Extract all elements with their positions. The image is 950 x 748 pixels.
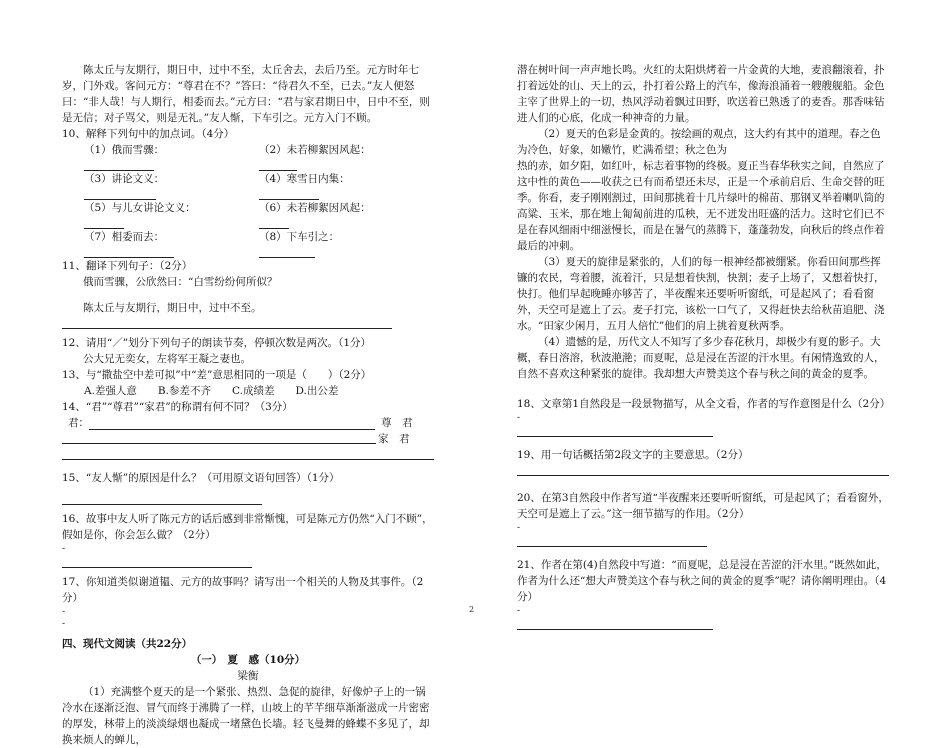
answer-line[interactable] [62, 316, 392, 329]
paragraph-4: （4）遗憾的是，历代文人不知写了多少春花秋月，却极少有夏的影子。大概，春日溶溶，秋波滟滟；而夏呢，总是浸在苦涩的汗水里。有闲情逸致的人，自然不喜欢这种紧张的旋律。我却想大声赞美这个春与秋之间的黄金的夏季。 [517, 336, 885, 380]
paragraph-2: （2）夏天的色彩是金黄的。按绘画的观点，这大约有其中的道理。春之色为冷色，好象，如嫩竹，贮满希望；秋之色为 [517, 128, 881, 156]
answer-line[interactable] [89, 417, 375, 430]
q10-items: （1）俄而雪骤： （2）未若柳絮因风起： （3）讲论文义： （4）寒雪日内集： （5）与儿女讲论文义： （6）未若柳絮因风起： （7）相委而去： （8）下车引之： [62, 142, 434, 258]
question-15: 15、“友人惭”的原因是什么？（可用原文语句回答）（1分） [62, 472, 340, 484]
answer-dash: - [517, 606, 521, 616]
question-17: 17、你知道类似谢道韫、元方的故事吗？请写出一个相关的人物及其事件。（2分） [62, 576, 424, 604]
answer-line[interactable] [62, 492, 262, 505]
answer-line[interactable] [62, 431, 376, 444]
answer-line[interactable] [62, 447, 434, 460]
question-20: 20、在第3自然段中作者写道“半夜醒来还要听听窗纸，可是起风了；看看窗外，天空可是遮上了云。”这一细节描写的作用。（2分） [517, 492, 889, 520]
paragraph-1-continued: 潜在树叶间一声声地长鸣。火红的太阳烘烤着一片金黄的大地，麦浪翻滚着，扑打着远处的山、天上的云，扑打着公路上的汽车，像海浪涌着一艘艘舰船。金色主宰了世界上的一切，热风浮动着飘过田野，吹送着已熟透了的麦香。那香味钻进人们的心底，化成一种神奇的力量。 [517, 64, 885, 124]
answer-blank[interactable] [84, 187, 156, 200]
question-10: 10、解释下列句中的加点词。（4分） [62, 128, 235, 140]
answer-line[interactable] [517, 424, 713, 437]
paragraph-3: （3）夏天的旋律是紧张的，人们的每一根神经都被绷紧。你看田间那些挥镰的农民，弯着腰，流着汗，只是想着快割，快割；麦子上场了，又想着快打，快打。他们早起晚睡亦够苦了，半夜醒来还要听听窗纸，可是起风了；看看窗外，天空可是遮上了云。麦子打完，该松一口气了，又得赶快去给秋苗追肥、浇水。“田家少闲月，五月人倍忙”他们的肩上挑着夏秋两季。 [517, 256, 885, 332]
answer-dash: - [62, 607, 66, 617]
page-number: 2 [469, 605, 475, 614]
paragraph-1: （1）充满整个夏天的是一个紧张、热烈、急促的旋律，好像炉子上的一锅冷水在逐渐泛泡、冒气而终于沸腾了一样，山坡上的芊芊细草渐渐滋成一片密密的厚发，林带上的淡淡绿烟也凝成一堵黛色长墙。轻飞曼舞的蜂蝶不多见了，却换来烦人的蝉儿， [62, 686, 430, 746]
answer-dash: - [517, 413, 521, 423]
classical-passage: 陈太丘与友期行，期日中，过中不至，太丘舍去，去后乃至。元方时年七岁，门外戏。客问元方：“尊君在不？”答曰：“待君久不至，已去。”友人便怒曰：“非人哉！与人期行，相委而去。”元方曰：“君与家君期日中，日中不至，则是无信；对子骂父，则是无礼。”友人惭，下车引之。元方入门不顾。 [62, 64, 430, 124]
question-19: 19、用一句话概括第2段文字的主要意思。（2分） [517, 449, 749, 461]
question-21: 21、作者在第(4)自然段中写道：“而夏呢，总是浸在苦涩的汗水里。”既然如此，作者为什么还“想大声赞美这个春与秋之间的黄金的夏季”呢？请你阐明理由。（4分） [517, 559, 887, 603]
answer-line[interactable] [517, 534, 707, 547]
q13-options: A.差强人意 B.参差不齐 C.成绩差 D.出公差 [84, 385, 339, 397]
answer-blank[interactable] [259, 158, 297, 171]
answer-dash: - [62, 619, 66, 629]
answer-line[interactable] [62, 555, 252, 568]
answer-line[interactable] [517, 463, 889, 476]
answer-blank[interactable] [84, 158, 154, 171]
q14-answer-row: 君： 尊 君 [68, 417, 413, 429]
left-column [62, 62, 434, 748]
answer-blank[interactable] [259, 216, 289, 229]
answer-blank[interactable] [84, 245, 174, 258]
answer-dash: - [62, 544, 66, 554]
q11-sentence-a: 俄而雪骤，公欣然曰：“白雪纷纷何所似？ [83, 276, 278, 288]
answer-blank[interactable] [84, 216, 124, 229]
q11-sentence-b: 陈太丘与友期行，期日中，过中不至。 [83, 302, 262, 314]
answer-blank[interactable] [259, 187, 319, 200]
right-column [517, 62, 889, 630]
question-11: 11、翻译下列句子：（2分） [62, 260, 193, 272]
answer-blank[interactable] [259, 245, 315, 258]
reading-title: （一） 夏 感（10分） [190, 654, 306, 666]
reading-author: 梁衡 [237, 670, 259, 682]
paragraph-2-continued: 热的赤，如夕阳，如红叶，标志着事物的终极。夏正当春华秋实之间，自然应了这中性的黄色——收获之已有而希望还未尽，正是一个承前启后、生命交替的旺季。你看，麦子刚刚割过，田间那挑着十几片绿叶的棉苗、那钢叉举着喇叭筒的高粱、玉米，那在地上匍匐前进的瓜秧，无不迸发出旺盛的活力。这时它们已不是在春风细雨中细滋慢长，而是在暑气的蒸腾下，蓬蓬勃发，向秋后的终点作着最后的冲刺。 [517, 160, 885, 252]
question-12: 12、请用“／”划分下列句子的朗读节奏，停顿次数是两次。（1分） [62, 337, 372, 349]
q12-sentence: 公大兄无奕女，左将军王凝之妻也。 [83, 353, 251, 365]
question-14: 14、“君”“尊君”“家君”的称谓有何不同？（3分） [62, 401, 293, 413]
question-18: 18、文章第1自然段是一段景物描写，从全文看，作者的写作意图是什么（2分） [517, 398, 891, 410]
question-16: 16、故事中友人听了陈元方的话后感到非常惭愧，可是陈元方仍然“入门不顾”，假如是你，你会怎么做？（2分） [62, 513, 433, 541]
answer-line[interactable] [517, 617, 713, 630]
answer-dash: - [517, 523, 521, 533]
section-4-heading: 四、现代文阅读（共22分） [62, 638, 193, 650]
question-13: 13、与“撒盐空中差可拟”中“差”意思相同的一项是（ ）（2分） [62, 369, 372, 381]
q14-answer-row: 家 君 [62, 431, 434, 447]
